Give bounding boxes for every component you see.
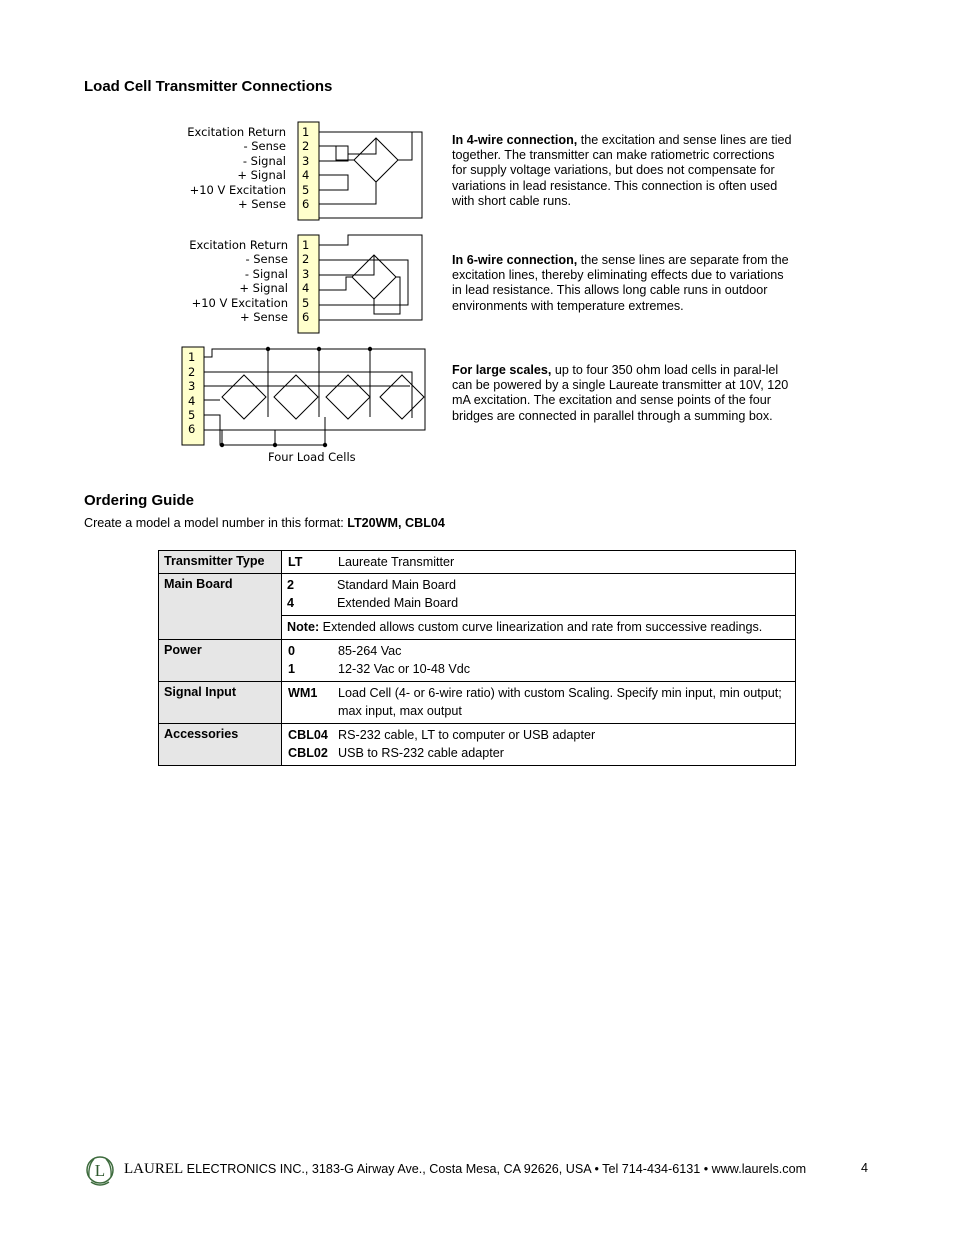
four-wire-diagram [176,118,436,226]
row-label: Main Board [159,574,282,640]
six-wire-description: In 6-wire connection, the sense lines are separate from the excitation lines, thereby eliminating effects due to variations in lead resistance. This allows long cable runs in outdoor environments with temperature extremes. [452,253,789,313]
ordering-intro: Create a model a model number in this format: LT20WM, CBL04 [84,516,445,530]
page-number: 4 [861,1161,869,1175]
row-options [282,724,796,766]
pin-number: 6 [302,310,310,324]
section-heading-ordering: Ordering Guide [84,492,195,509]
table-row [159,724,796,766]
pin-label: + Signal [237,168,286,182]
pin-label: + Signal [239,281,288,295]
table-row [159,551,796,574]
pin-number: 4 [302,281,310,295]
pin-label: Excitation Return [189,238,288,252]
laurel-logo-icon [84,1155,116,1189]
wiring [319,132,422,218]
row-label: Transmitter Type [159,551,282,574]
option-desc: Laureate Transmitter [338,555,455,569]
pin-number: 5 [302,183,310,197]
option-code: 2 [287,578,295,592]
pin-number: 3 [302,154,310,168]
row-label: Power [159,640,282,682]
option-code: 1 [288,662,296,676]
option-code: CBL02 [288,746,328,760]
pin-label: + Sense [237,197,286,211]
table-row [159,574,796,640]
pin-number: 6 [188,422,196,436]
wiring [319,235,422,320]
option-desc: Standard Main Board [337,578,457,592]
pin-label: +10 V Excitation [191,296,288,310]
pin-label: - Sense [245,252,288,266]
option-desc: Load Cell (4- or 6-wire ratio) with custom Scaling. Specify min input, min output; max input, max output [338,686,782,718]
section-heading-connections: Load Cell Transmitter Connections [84,78,333,95]
pin-label: +10 V Excitation [189,183,286,197]
row-options [282,640,796,682]
junction-dots [220,347,372,447]
pin-number: 1 [302,125,310,139]
diagram-caption: Four Load Cells [268,450,356,464]
option-code: CBL04 [288,728,328,742]
svg-text:L: L [94,1161,106,1180]
pin-number: 6 [302,197,310,211]
option-code: WM1 [288,686,318,700]
option-desc: USB to RS-232 cable adapter [338,746,504,760]
four-wire-description: In 4-wire connection, the excitation and sense lines are tied together. The transmitter can make ratiometric corrections for supply voltage variations, but does not compensate for variations in lead resistance. This connection is often used with short cable runs. [452,133,792,208]
option-code: 4 [287,596,295,610]
pin-number: 1 [188,350,196,364]
pin-labels [189,238,288,324]
option-code: 0 [288,644,296,658]
pin-number: 4 [302,168,310,182]
option-code: LT [288,555,303,569]
pin-number: 3 [302,267,310,281]
pin-label: - Sense [243,139,286,153]
pin-number: 2 [302,252,310,266]
pin-number: 5 [302,296,310,310]
table-row [159,640,796,682]
footer-company-info: LAUREL ELECTRONICS INC., 3183-G Airway Ave., Costa Mesa, CA 92626, USA • Tel 714-434-6131 • www.laurels.com [124,1161,807,1177]
option-desc: Extended Main Board [337,596,459,610]
row-options [282,682,796,724]
ordering-guide-table [158,550,796,766]
pin-labels [187,125,286,211]
pin-label: - Signal [242,154,286,168]
row-label: Accessories [159,724,282,766]
pin-numbers [302,125,309,211]
page-footer [84,1155,874,1189]
option-desc: 85-264 Vac [338,644,402,658]
row-options [282,574,796,640]
pin-number: 3 [188,379,196,393]
wiring [204,349,425,445]
option-desc: 12-32 Vac or 10-48 Vdc [338,662,471,676]
pin-numbers [302,238,309,324]
large-scales-description: For large scales, up to four 350 ohm load cells in paral-lel can be powered by a single Laureate transmitter at 10V, 120 mA excitation. The excitation and sense points of the four bridges are connected in parallel through a summing box. [452,363,789,423]
table-row [159,682,796,724]
row-label: Signal Input [159,682,282,724]
pin-number: 5 [188,408,196,422]
main-board-note: Note: Extended allows custom curve linearization and rate from successive readings. [282,615,795,639]
pin-number: 4 [188,394,196,408]
pin-number: 2 [302,139,310,153]
pin-label: - Signal [244,267,288,281]
four-load-cells-diagram [180,342,432,466]
pin-label: + Sense [239,310,288,324]
pin-number: 2 [188,365,196,379]
six-wire-diagram [178,230,438,338]
row-options [282,551,796,574]
pin-number: 1 [302,238,310,252]
pin-label: Excitation Return [187,125,286,139]
option-desc: RS-232 cable, LT to computer or USB adapter [338,728,596,742]
